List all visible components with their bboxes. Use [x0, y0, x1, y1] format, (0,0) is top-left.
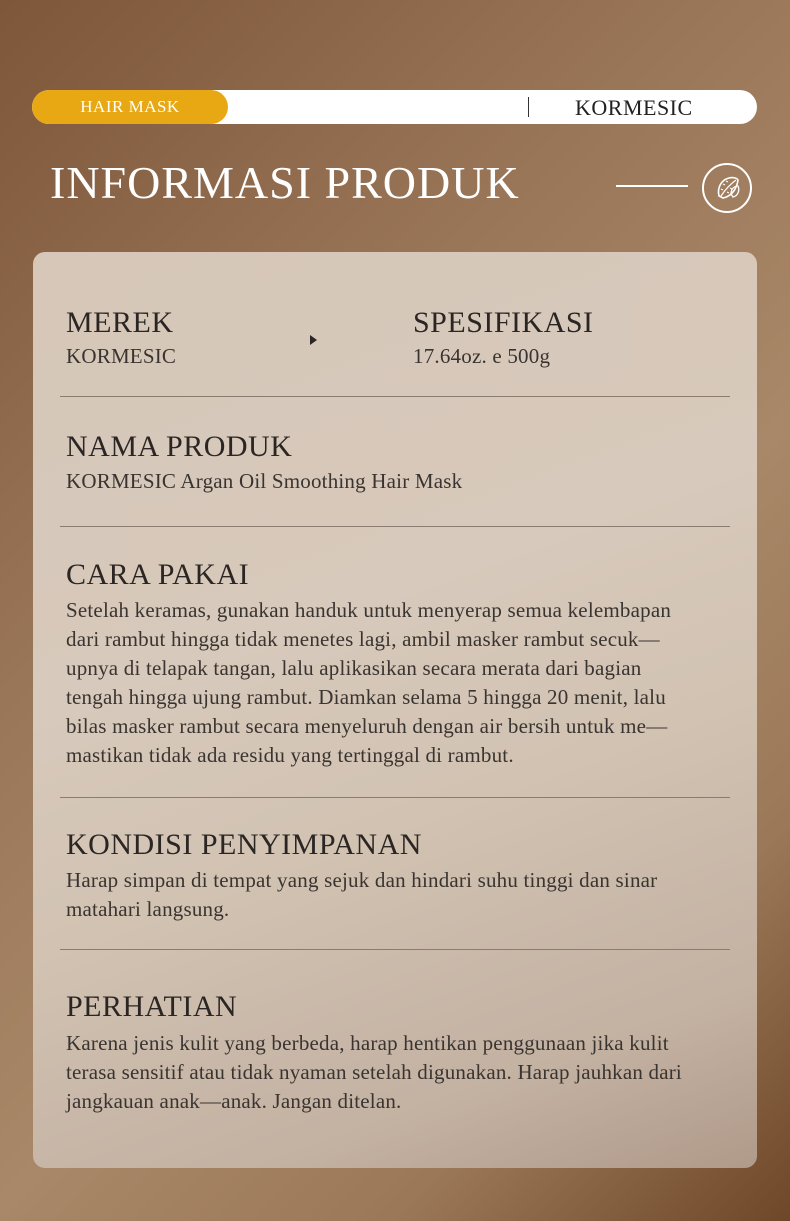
title-divider	[616, 185, 688, 187]
section-divider	[60, 526, 730, 527]
text-line: Setelah keramas, gunakan handuk untuk menyerap semua kelembapan	[66, 598, 672, 622]
perhatian-text	[66, 1029, 682, 1116]
spesifikasi-title: SPESIFIKASI	[413, 306, 594, 339]
brand-logo: KORMESIC	[575, 95, 693, 120]
kondisi-text	[66, 866, 657, 924]
cara-pakai-title: CARA PAKAI	[66, 558, 250, 591]
section-divider	[60, 396, 730, 397]
nama-produk-title: NAMA PRODUK	[66, 430, 293, 463]
bar-divider	[528, 97, 529, 117]
text-line: matahari langsung.	[66, 897, 230, 921]
text-line: dari rambut hingga tidak menetes lagi, ambil masker rambut secuk—	[66, 627, 660, 651]
text-line: Harap simpan di tempat yang sejuk dan hindari suhu tinggi dan sinar	[66, 868, 658, 892]
kondisi-title: KONDISI PENYIMPANAN	[66, 828, 422, 861]
merek-value: KORMESIC	[66, 344, 177, 368]
text-line: bilas masker rambut secara menyeluruh dengan air bersih untuk me—	[66, 714, 668, 738]
text-line: jangkauan anak—anak. Jangan ditelan.	[66, 1089, 402, 1113]
category-tag: HAIR MASK	[32, 90, 228, 124]
text-line: mastikan tidak ada residu yang tertinggal di rambut.	[66, 743, 514, 767]
arrow-right-icon	[310, 335, 317, 345]
info-card	[33, 252, 757, 1168]
section-divider	[60, 949, 730, 950]
text-line: tengah hingga ujung rambut. Diamkan selama 5 hingga 20 menit, lalu	[66, 685, 666, 709]
argan-nut-icon	[711, 172, 743, 204]
nama-produk-value: KORMESIC Argan Oil Smoothing Hair Mask	[66, 469, 463, 493]
spesifikasi-value: 17.64oz. e 500g	[413, 344, 551, 368]
page-title: INFORMASI PRODUK	[50, 157, 520, 208]
cara-pakai-text	[66, 596, 671, 770]
section-divider	[60, 797, 730, 798]
text-line: Karena jenis kulit yang berbeda, harap hentikan penggunaan jika kulit	[66, 1031, 669, 1055]
merek-title: MEREK	[66, 306, 174, 339]
text-line: terasa sensitif atau tidak nyaman setelah digunakan. Harap jauhkan dari	[66, 1060, 682, 1084]
text-line: upnya di telapak tangan, lalu aplikasikan secara merata dari bagian	[66, 656, 642, 680]
top-bar	[32, 90, 757, 124]
argan-badge	[702, 163, 752, 213]
perhatian-title: PERHATIAN	[66, 990, 238, 1023]
